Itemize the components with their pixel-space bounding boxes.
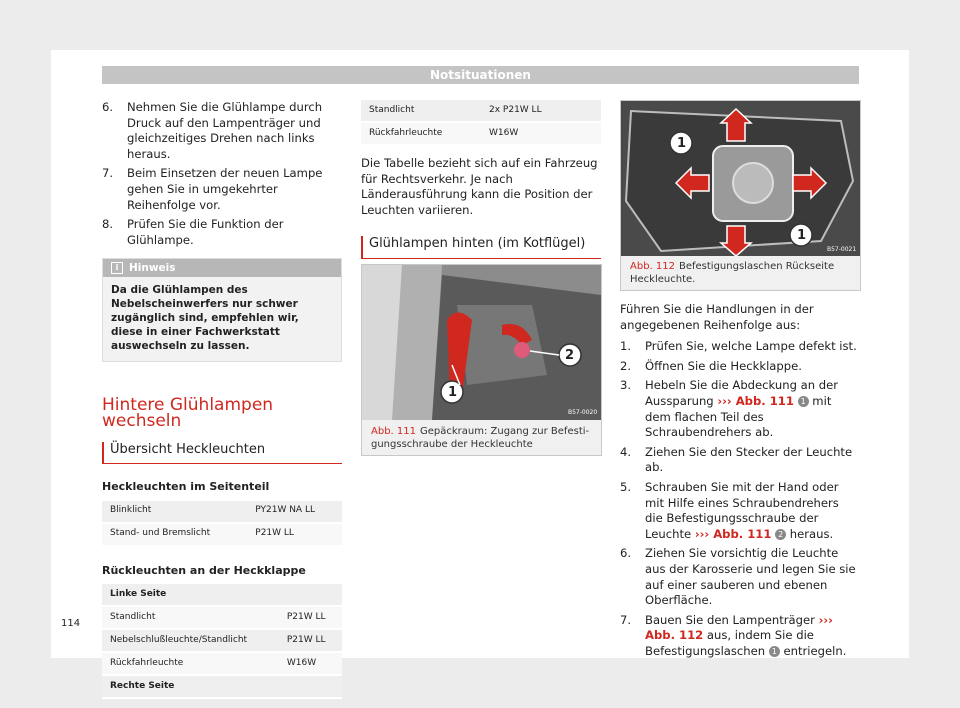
table-note: Die Tabelle bezieht sich auf ein Fahrzeug für Rechtsverkehr. Je nach Länderausführung kann die Position der Leuchten variieren.	[361, 156, 598, 217]
list-item: 5. Schrauben Sie mit der Hand oder mit Hilfe eines Schraubendrehers die Befestigungsschraube der Leuchte ››› Abb. 111 2 heraus.	[620, 479, 839, 541]
callout-1: 1	[448, 385, 458, 400]
figure-link[interactable]: ››› Abb. 112	[645, 612, 833, 643]
step-list	[620, 339, 860, 659]
table-title: Rückleuchten an der Heckklappe	[102, 563, 306, 577]
table-row: Standlicht 2x P21W LL	[361, 100, 601, 122]
bulb-table-side	[102, 501, 342, 547]
hint-box	[102, 258, 342, 362]
tail-light-back-illustration	[621, 101, 860, 256]
figure-code: B57-0020	[568, 409, 598, 416]
list-item: 4. Ziehen Sie den Stecker der Leuchte ab.	[620, 444, 853, 475]
section-title: Hintere Glühlampen wechseln	[102, 395, 274, 431]
list-item: 3. Hebeln Sie die Abdeckung an der Aussparung ››› Abb. 111 1 mit dem flachen Teil des Schraubendrehers ab.	[620, 378, 839, 440]
table-row: Standlicht P21W LL	[102, 606, 342, 629]
step-list	[102, 100, 342, 248]
trunk-illustration	[362, 265, 601, 420]
table-row: Nebelschlußleuchte/Standlicht P21W LL	[102, 629, 342, 652]
list-item: 2. Öffnen Sie die Heckklappe.	[620, 358, 802, 373]
subsection-title: Übersicht Heckleuchten	[110, 441, 266, 457]
table-row: Blinklicht PY21W NA LL	[102, 501, 342, 523]
table-row: Linke Seite	[102, 584, 342, 606]
list-item: 6. Ziehen Sie vorsichtig die Leuchte aus der Karosserie und legen Sie sie auf einer sauberen und ebenen Oberfläche.	[620, 546, 856, 608]
list-item: 7. Beim Einsetzen der neuen Lampe gehen Sie in umgekehrter Reihenfolge vor.	[102, 166, 323, 212]
subsection-heading	[102, 442, 342, 465]
bulb-table-tailgate-right	[361, 100, 601, 146]
figure-abb-112	[620, 100, 861, 291]
info-icon: i	[111, 262, 123, 274]
callout-badge: 2	[775, 529, 786, 540]
table-row: Rückfahrleuchte W16W	[361, 122, 601, 145]
subsection-heading	[361, 236, 601, 259]
table-row: Stand- und Bremslicht P21W LL	[102, 523, 342, 546]
figure-code: B57-0021	[827, 246, 857, 253]
list-item: 8. Prüfen Sie die Funktion der Glühlampe.	[102, 217, 284, 247]
callout-2: 2	[565, 348, 575, 363]
bulb-table-tailgate	[102, 584, 342, 699]
intro-text: Führen Sie die Handlungen in der angegebenen Reihenfolge aus:	[620, 302, 814, 332]
table-title: Heckleuchten im Seitenteil	[102, 480, 270, 494]
figure-link[interactable]: ››› Abb. 111	[717, 393, 794, 408]
figure-caption: Abb. 111 Gepäckraum: Zugang zur Befestigungsschraube der Heckleuchte	[371, 426, 590, 450]
hint-text: Da die Glühlampen des Nebelscheinwerfers nur schwer zugänglich sind, empfehlen wir, diese in einer Fachwerkstatt auswechseln zu lassen.	[111, 284, 299, 353]
table-row: Rückfahrleuchte W16W	[102, 652, 342, 675]
table-row: Rechte Seite	[102, 675, 342, 698]
callout-badge: 1	[798, 396, 809, 407]
list-item: 7. Bauen Sie den Lampenträger ››› Abb. 112 aus, indem Sie die Befestigungslaschen 1 entriegeln.	[620, 612, 847, 658]
callout-1: 1	[677, 136, 687, 151]
figure-link[interactable]: ››› Abb. 111	[694, 526, 772, 541]
right-column	[620, 302, 860, 663]
left-column	[102, 100, 342, 699]
page-number: 114	[61, 618, 81, 629]
middle-column	[361, 100, 601, 259]
callout-badge: 1	[769, 646, 780, 657]
hint-header: i Hinweis	[103, 259, 341, 277]
callout-1: 1	[797, 228, 807, 243]
subsection-title: Glühlampen hinten (im Kotflügel)	[369, 236, 586, 252]
list-item: 1. Prüfen Sie, welche Lampe defekt ist.	[620, 339, 857, 354]
page-header: Notsituationen	[102, 66, 859, 84]
list-item: 6. Nehmen Sie die Glühlampe durch Druck auf den Lampenträger und gleichzeitiges Drehen nach links heraus.	[102, 100, 323, 161]
figure-caption: Abb. 112 Befestigungslaschen Rückseite Heckleuchte.	[630, 261, 835, 285]
figure-abb-111	[361, 264, 602, 456]
